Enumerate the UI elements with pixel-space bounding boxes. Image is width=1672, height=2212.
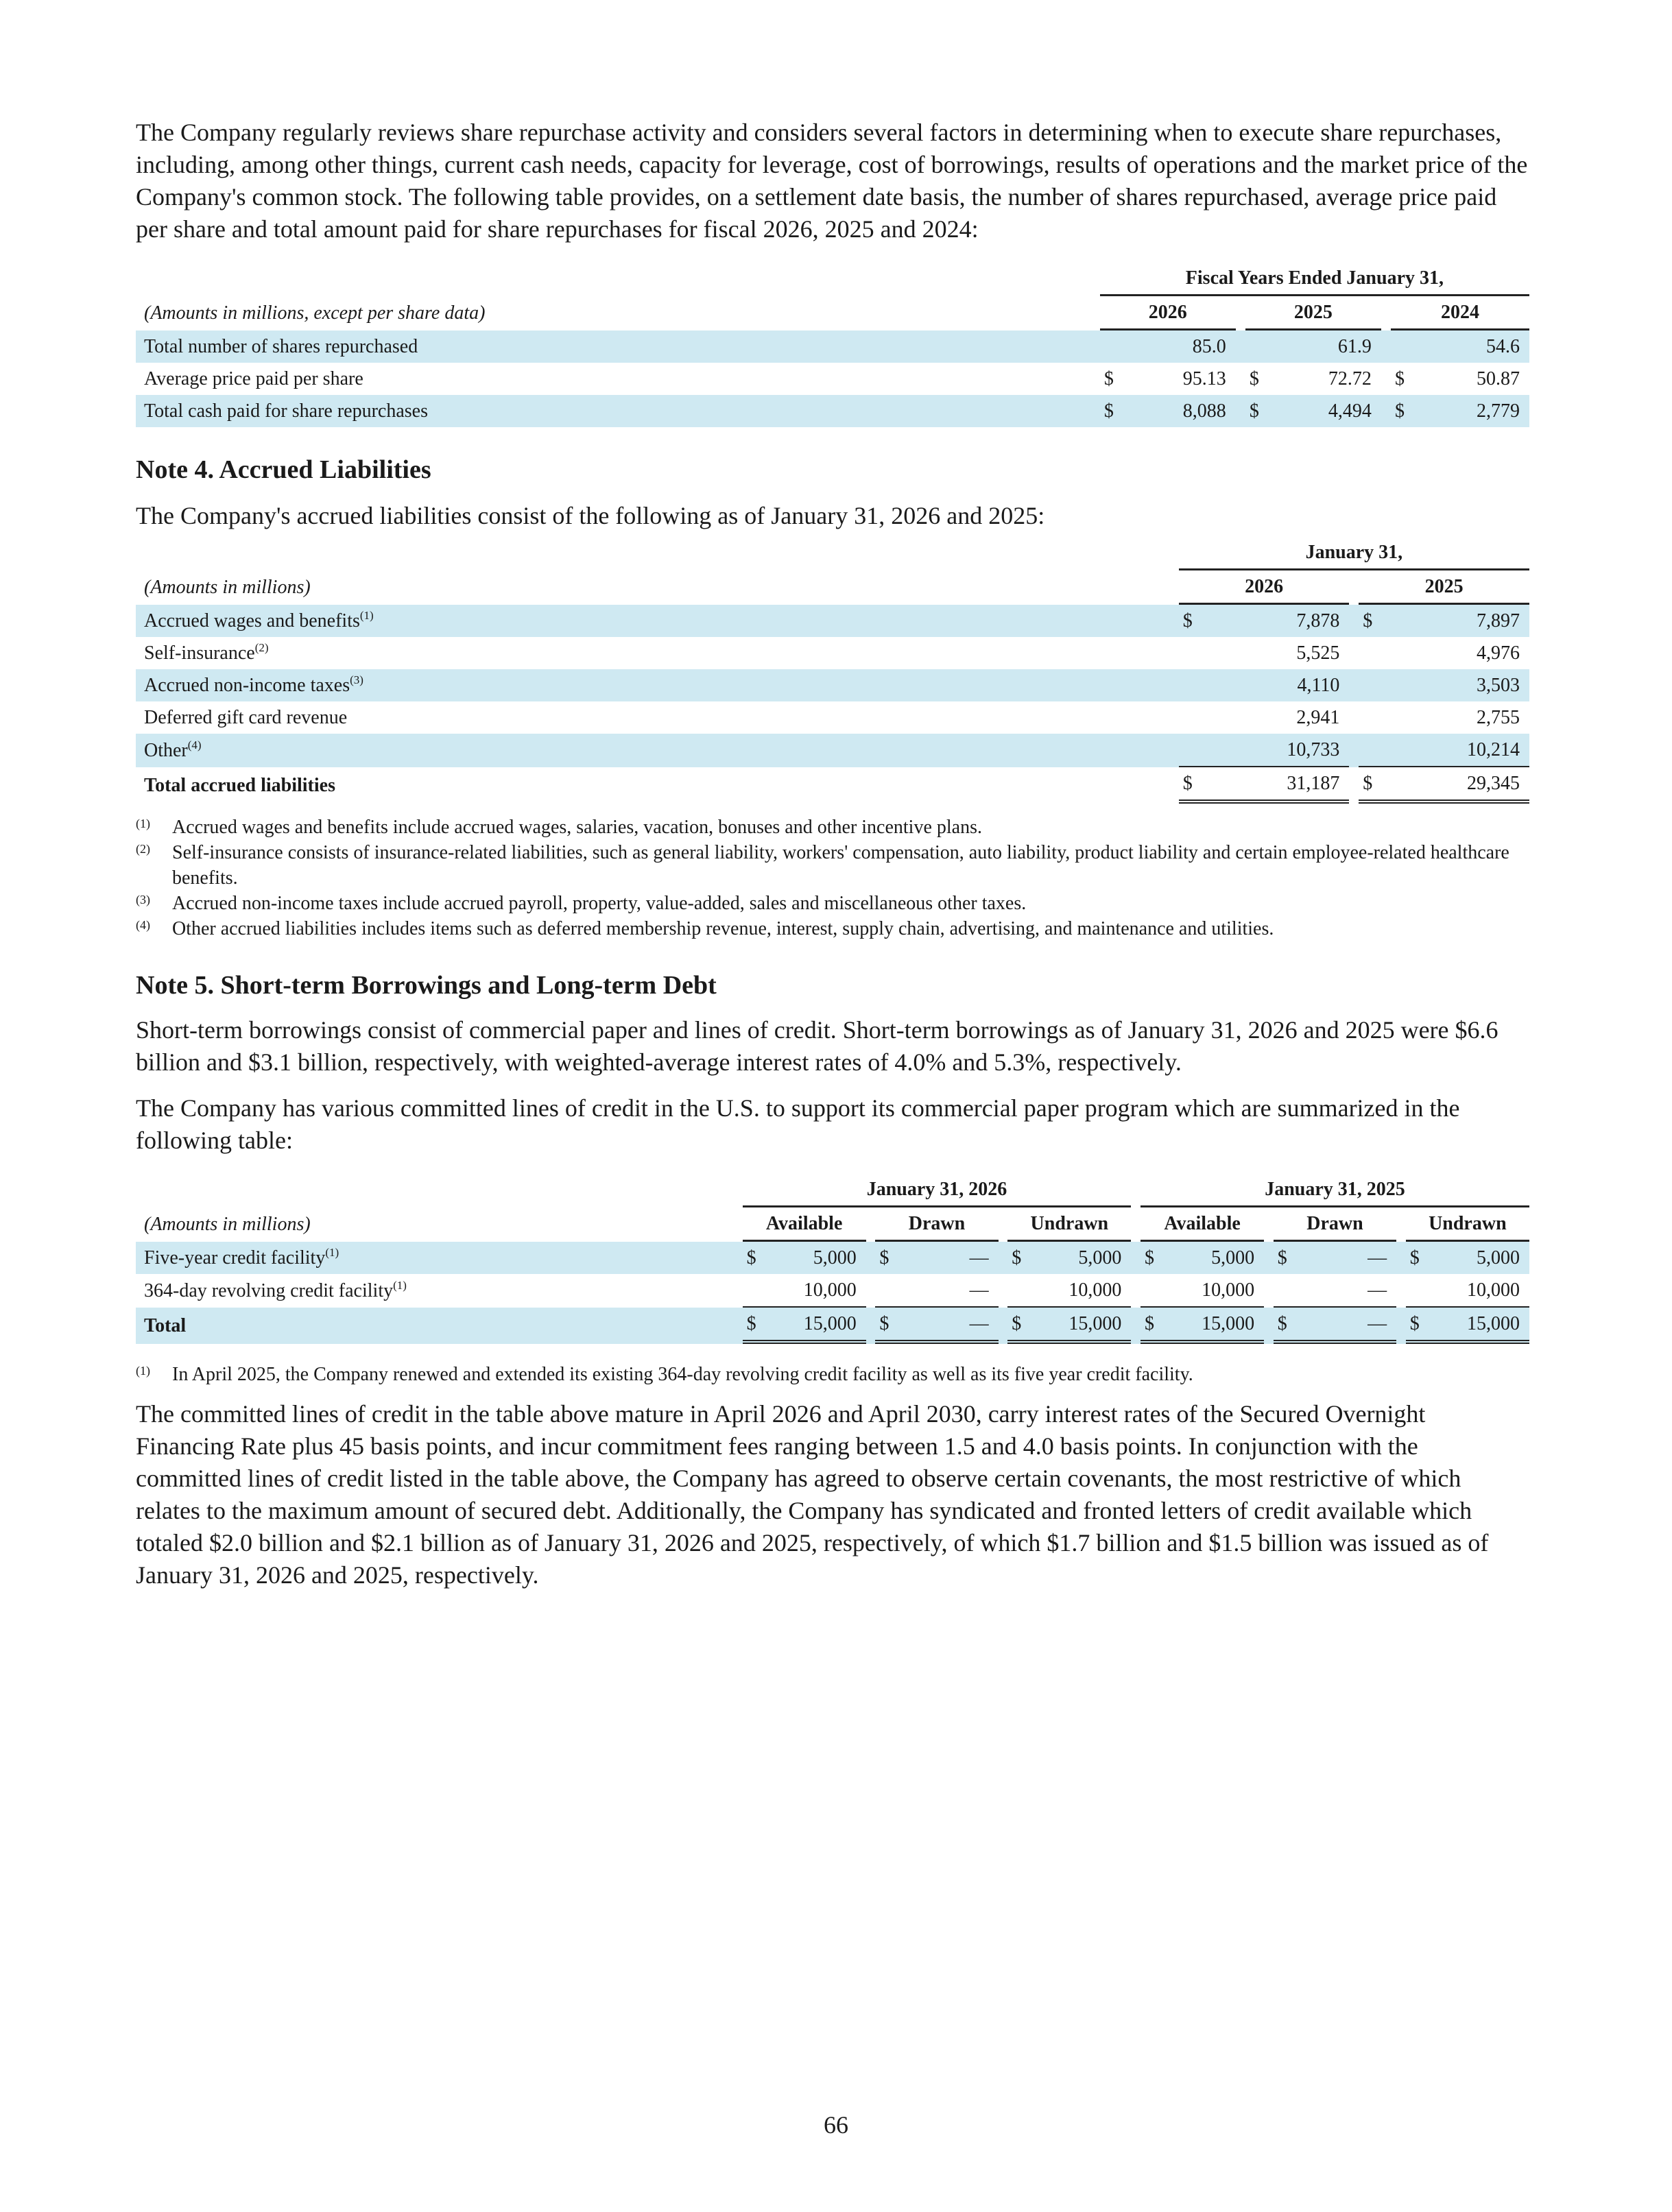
currency-symbol	[1179, 701, 1199, 734]
table-cell: 7,897	[1379, 605, 1529, 637]
footnote-ref: (1)	[393, 1278, 407, 1292]
footnote	[136, 815, 1529, 840]
table-cell: —	[897, 1308, 999, 1344]
table-cell: 10,000	[1029, 1274, 1131, 1308]
note5-heading: Note 5. Short-term Borrowings and Long-term Debt	[136, 971, 717, 1000]
currency-symbol	[1179, 669, 1199, 701]
footnote-mark: (1)	[136, 1364, 150, 1378]
year-header: 2024	[1391, 296, 1529, 330]
table-row	[136, 363, 1529, 395]
table-cell: 8,088	[1121, 395, 1236, 427]
table-cell: 15,000	[1162, 1308, 1264, 1344]
footnote-mark: (1)	[136, 817, 150, 830]
table-cell: 15,000	[1029, 1308, 1131, 1344]
row-label-text: Deferred gift card revenue	[144, 706, 348, 728]
table-cell: —	[1295, 1242, 1397, 1274]
table-cell: 2,755	[1477, 706, 1520, 728]
table-cell: 5,000	[1162, 1242, 1264, 1274]
repurchase-unit-label: (Amounts in millions, except per share data)	[144, 302, 486, 324]
table-cell: 72.72	[1328, 368, 1372, 389]
row-label	[136, 637, 1169, 669]
footnote	[136, 891, 1529, 916]
currency-symbol: $	[1391, 395, 1411, 427]
table-row	[136, 637, 1529, 669]
currency-symbol: $	[1179, 605, 1199, 637]
intro-paragraph: The Company regularly reviews share repurchase activity and considers several factors in determining when to execute share repurchases, including, among other things, current cash needs, capacity for leverage, cost of borrowings, results of operations and the market price of the Company's common stock. The following table provides, on a settlement date basis, the number of shares repurchased, average price paid per share and total amount paid for share repurchases for fiscal 2026, 2025 and 2024:	[136, 119, 1528, 243]
currency-symbol: $	[1359, 767, 1379, 804]
table-cell: 10,214	[1379, 734, 1529, 767]
row-label-text: Accrued wages and benefits	[144, 610, 360, 632]
row-label-text: 364-day revolving credit facility	[144, 1279, 394, 1301]
footnote	[136, 840, 1529, 891]
note5-paragraph-1: Short-term borrowings consist of commercial paper and lines of credit. Short-term borrowings as of January 31, 2026 and 2025 were $6.6 billion and $3.1 billion, respectively, with weighted-average interest rates of 4.0% and 5.3%, respectively.	[136, 1016, 1498, 1076]
currency-symbol	[1359, 734, 1379, 767]
row-label	[136, 605, 1169, 637]
currency-symbol: $	[1140, 1308, 1162, 1344]
currency-symbol: $	[1007, 1242, 1029, 1274]
currency-symbol: $	[1140, 1242, 1162, 1274]
currency-symbol: $	[1394, 368, 1405, 389]
table-row	[136, 1274, 1529, 1308]
accrued-unit-label: (Amounts in millions)	[144, 577, 311, 598]
document-page	[136, 117, 1529, 1591]
table-cell: 85.0	[1121, 330, 1236, 363]
currency-symbol	[1007, 1274, 1029, 1308]
currency-symbol: $	[1274, 1242, 1295, 1274]
column-header: Available	[1140, 1207, 1264, 1242]
table-row	[136, 330, 1529, 363]
currency-symbol: $	[1274, 1308, 1295, 1344]
currency-symbol	[1245, 330, 1266, 363]
currency-symbol: $	[1245, 395, 1266, 427]
table-cell: 95.13	[1182, 368, 1226, 389]
year-header: 2025	[1359, 570, 1529, 605]
table-row	[136, 605, 1529, 637]
table-cell: 4,110	[1199, 669, 1350, 701]
footnote	[136, 916, 1529, 941]
table-cell: —	[897, 1274, 999, 1308]
footnote-mark: (2)	[136, 842, 150, 856]
currency-symbol	[1406, 1274, 1428, 1308]
footnote-ref: (1)	[359, 608, 374, 622]
note4-heading: Note 4. Accrued Liabilities	[136, 455, 431, 484]
column-header: Drawn	[1274, 1207, 1396, 1242]
year-header: 2026	[1100, 296, 1236, 330]
footnote-ref: (2)	[254, 640, 269, 654]
footnote-ref: (4)	[187, 738, 202, 752]
column-header: Available	[743, 1207, 866, 1242]
currency-symbol: $	[1179, 767, 1199, 804]
table-cell: 10,733	[1199, 734, 1350, 767]
column-header: Drawn	[875, 1207, 998, 1242]
currency-symbol: $	[1007, 1308, 1029, 1344]
footnote-mark: (3)	[136, 893, 150, 906]
currency-symbol: $	[1406, 1242, 1428, 1274]
currency-symbol: $	[1249, 368, 1259, 389]
note5-paragraph-2: The Company has various committed lines of credit in the U.S. to support its commercial paper program which are summarized in the following table:	[136, 1094, 1460, 1154]
currency-symbol	[1274, 1274, 1295, 1308]
footnote	[136, 1362, 1529, 1387]
table-cell: 15,000	[1427, 1308, 1529, 1344]
currency-symbol	[1179, 637, 1199, 669]
row-label-text: Accrued non-income taxes	[144, 674, 350, 696]
table-row	[136, 395, 1529, 427]
table-cell: 15,000	[764, 1308, 865, 1344]
table-cell: 10,000	[764, 1274, 865, 1308]
note5-paragraph-3: The committed lines of credit in the table above mature in April 2026 and April 2030, carry interest rates of the Secured Overnight Financing Rate plus 45 basis points, and incur commitment fees ranging between 1.5 and 4.0 basis points. In conjunction with the committed lines of credit listed in the table above, the Company has agreed to observe certain covenants, the most restrictive of which relates to the maximum amount of secured debt. Additionally, the Company has syndicated and fronted letters of credit available which totaled $2.0 billion and $2.1 billion as of January 31, 2026 and 2025, respectively, of which $1.7 billion and $1.5 billion was issued as of January 31, 2026 and 2025, respectively.	[136, 1400, 1489, 1589]
table-cell: 10,000	[1162, 1274, 1264, 1308]
table-row	[136, 734, 1529, 767]
table-cell: 10,000	[1427, 1274, 1529, 1308]
row-label: Average price paid per share	[144, 368, 363, 389]
currency-symbol	[1140, 1274, 1162, 1308]
table-cell: 4,976	[1477, 642, 1520, 664]
currency-symbol	[1359, 669, 1379, 701]
row-label: Total accrued liabilities	[144, 774, 335, 796]
credit-group-header-2026: January 31, 2026	[743, 1173, 1132, 1207]
currency-symbol: $	[743, 1308, 765, 1344]
table-cell: 31,187	[1199, 767, 1350, 804]
currency-symbol	[875, 1274, 897, 1308]
table-cell: 61.9	[1266, 330, 1381, 363]
footnote-text: Self-insurance consists of insurance-related liabilities, such as general liability, workers' compensation, auto liability, product liability and certain employee-related healthcare benefits.	[172, 842, 1509, 889]
table-cell: 2,779	[1411, 395, 1529, 427]
row-label	[136, 734, 1169, 767]
table-cell: —	[1295, 1274, 1397, 1308]
row-label	[136, 701, 1169, 734]
footnote-text: Accrued wages and benefits include accrued wages, salaries, vacation, bonuses and other incentive plans.	[172, 817, 982, 838]
accrued-liabilities-table	[136, 536, 1529, 804]
row-label	[136, 1242, 733, 1274]
table-cell: 5,000	[764, 1242, 865, 1274]
table-cell: 4,494	[1266, 395, 1381, 427]
currency-symbol: $	[1406, 1308, 1428, 1344]
footnote-ref: (1)	[325, 1245, 339, 1259]
credit-unit-label: (Amounts in millions)	[144, 1214, 311, 1235]
table-row	[136, 669, 1529, 701]
currency-symbol	[1179, 734, 1199, 767]
page-number: 66	[824, 2111, 848, 2139]
table-cell: 5,525	[1296, 642, 1340, 664]
footnote-ref: (3)	[350, 673, 363, 686]
row-label-text: Five-year credit facility	[144, 1247, 326, 1269]
currency-symbol	[1391, 330, 1411, 363]
currency-symbol: $	[875, 1308, 897, 1344]
currency-symbol: $	[1100, 395, 1121, 427]
table-row	[136, 701, 1529, 734]
row-label: Total cash paid for share repurchases	[136, 395, 1090, 427]
currency-symbol: $	[875, 1242, 897, 1274]
total-row	[136, 1308, 1529, 1344]
footnote-text: Other accrued liabilities includes items such as deferred membership revenue, interest, supply chain, advertising, and maintenance and utilities.	[172, 918, 1274, 939]
currency-symbol: $	[1103, 368, 1114, 389]
table-cell: 3,503	[1379, 669, 1529, 701]
column-header: Undrawn	[1406, 1207, 1529, 1242]
table-cell: 5,000	[1029, 1242, 1131, 1274]
footnote-mark: (4)	[136, 918, 150, 932]
table-cell: 2,941	[1296, 706, 1340, 728]
row-label	[136, 669, 1169, 701]
currency-symbol: $	[743, 1242, 765, 1274]
credit-lines-table	[136, 1173, 1529, 1344]
note5-footnotes	[136, 1362, 1529, 1387]
currency-symbol	[1359, 701, 1379, 734]
year-header: 2026	[1179, 570, 1350, 605]
currency-symbol	[1359, 637, 1379, 669]
footnote-text: In April 2025, the Company renewed and extended its existing 364-day revolving credit facility as well as its five year credit facility.	[172, 1364, 1193, 1385]
row-label: Total number of shares repurchased	[136, 330, 1090, 363]
year-header: 2025	[1245, 296, 1381, 330]
table-cell: —	[897, 1242, 999, 1274]
row-label-text: Self-insurance	[144, 642, 255, 664]
note4-footnotes	[136, 815, 1529, 941]
row-label: Total	[136, 1308, 733, 1344]
table-cell: 50.87	[1477, 368, 1520, 389]
table-cell: 54.6	[1411, 330, 1529, 363]
column-header: Undrawn	[1007, 1207, 1131, 1242]
total-row	[136, 767, 1529, 804]
currency-symbol: $	[1359, 605, 1379, 637]
table-cell: 7,878	[1199, 605, 1350, 637]
credit-group-header-2025: January 31, 2025	[1140, 1173, 1529, 1207]
currency-symbol	[1100, 330, 1121, 363]
row-label-text: Other	[144, 739, 188, 761]
row-label	[136, 1274, 733, 1308]
share-repurchase-table	[136, 262, 1529, 427]
table-cell: —	[1295, 1308, 1397, 1344]
table-cell: 5,000	[1427, 1242, 1529, 1274]
table-row	[136, 1242, 1529, 1274]
repurchase-group-header: Fiscal Years Ended January 31,	[1100, 262, 1529, 296]
currency-symbol	[743, 1274, 765, 1308]
footnote-text: Accrued non-income taxes include accrued payroll, property, value-added, sales and miscellaneous other taxes.	[172, 893, 1027, 914]
note4-paragraph: The Company's accrued liabilities consist of the following as of January 31, 2026 and 2025:	[136, 502, 1045, 529]
accrued-group-header: January 31,	[1179, 536, 1529, 570]
table-cell: 29,345	[1379, 767, 1529, 804]
